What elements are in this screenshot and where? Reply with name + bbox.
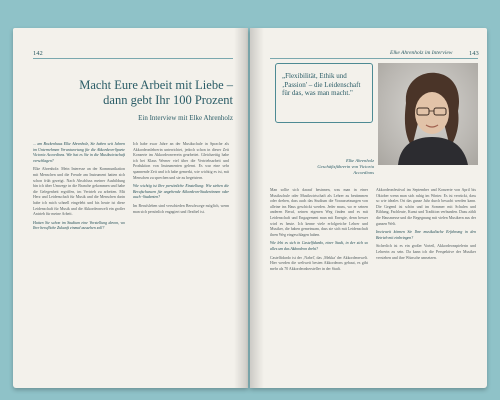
article-subtitle: Ein Interview mit Elke Ahrenholz xyxy=(138,114,233,122)
interview-question: Inwieweit können Sie Ihre musikalische Erfahrung in den Betrieb mit einbringen? xyxy=(376,230,476,240)
interview-question: Wie wichtig ist Ihre persönliche Einstellung: Wie stehen die Berufschancen für angehende Akkordeon-Studentinnen oder auch -Studenten? xyxy=(133,184,229,200)
text-column-4 xyxy=(376,188,476,363)
article-title: Macht Eure Arbeit mit Liebe – dann gebt Ihr 100 Prozent xyxy=(79,78,233,107)
caption-name: Elke Ahrenholz xyxy=(346,158,374,163)
running-head: Elke Ahrenholz im Interview xyxy=(390,50,453,56)
answer-paragraph: Castelfidardo ist der ‚Nabel', das ‚Mekka' der Akkordeonwelt. Hier werden die weltweit besten Akkordeons gebaut, es gibt mehr als 70 Akkordeonhersteller in der Stadt. xyxy=(270,255,368,271)
pull-quote: „Flexibilität, Ethik und ‚Passion' – die Leidenschaft für das, was man macht." xyxy=(282,72,361,97)
interview-question: Hatten Sie schon im Studium eine Vorstellung davon, wo Ihre berufliche Zukunft einmal aussehen soll? xyxy=(33,220,125,231)
answer-paragraph: Akkordeonfestival im September und Konzerte von April bis Oktober wenn man sich ruhig im Winter. Es ist verrückt, dass so wie ideales Ort das ganze Jahr durch besucht werden kann. Die Gegend ist schön und im Sommer mit Schulen und Bildung, Fachleute, Kunst und Tradition verbunden. Dazu zählt die Hausmesse und die Begegnung mit vielen Musikern aus der ganzen Welt. xyxy=(376,188,476,226)
text-column-1 xyxy=(33,142,125,362)
header-rule-left xyxy=(33,58,233,59)
intro-question: ... am Bockenhaus Elke Ahrenholz, Sie haben seit Jahren im Unternehmen Verantwortung für die Akkordeon-Sparte Victoria Accordions. Wie hat es Sie in die Musikwirtschaft verschlagen? xyxy=(33,142,125,163)
right-page xyxy=(250,28,487,388)
text-column-2 xyxy=(133,142,229,362)
interview-question: Wie lebt es sich in Castelfidardo, einer Stadt, in der sich so alles um das Akkordeon dreht? xyxy=(270,241,368,251)
page-number-right: 143 xyxy=(469,50,479,57)
left-page xyxy=(13,28,248,388)
pull-quote-box xyxy=(275,63,373,123)
text-column-3 xyxy=(270,188,368,363)
portrait-photo xyxy=(378,63,478,165)
gutter-shadow-right xyxy=(250,28,264,388)
header-rule-right xyxy=(270,58,478,59)
page-number-left: 142 xyxy=(33,50,43,57)
answer-paragraph: Elke Ahrenholz: Mein Interesse an der Kommunikation mit Menschen und die Freude am Instrument hatten sich schon früh gezeigt. Nach Abschluss meiner Ausbildung bin ich über Umwege in die Branche gekommen und habe die Gelegenheit ergriffen, im Vertrieb zu arbeiten. Mit Herz und Leidenschaft für Musik und die Menschen darin habe ich mich schnell eingelebt und bis heute ist diese Leidenschaft für Musik und die Akkordeonwelt ein großer Antrieb für meine Arbeit. xyxy=(33,167,125,217)
portrait-illustration xyxy=(378,63,478,165)
answer-paragraph: Sicherlich ist es ein großer Vorteil, Akkordeonspielerin und Lehrerin zu sein. Da kann ich die Perspektive der Musiker verstehen und ihre Wünsche umsetzen. xyxy=(376,244,476,260)
gutter-shadow-left xyxy=(234,28,248,388)
magazine-spread xyxy=(13,28,487,393)
answer-paragraph: Im Berufsleben sind verschieden Berufswege möglich, wenn man sich persönlich engagiert und flexibel ist. xyxy=(133,203,229,214)
answer-paragraph: Man sollte sich darauf besinnen, was man in einer Musikschule oder Musikwirtschaft als Lehrer zu bestimmen oder drehen, dass auch das Studium die Voraussetzungen von alleine ins Haus geschickt werden. Jeder muss, wo er seinen anderen Beruf, seinen eigenen Weg finden und es mit Leidenschaft und Engagement man mit Energie, denn besser wird es heute. Ich kenne viele erfolgreiche Lehrer und Musiker, die haben gemeinsam, dass sie sich mit Leidenschaft ihren Weg eingeschlagen haben. xyxy=(270,188,368,237)
photo-caption xyxy=(302,158,374,176)
caption-role: Geschäftsführerin von Victoria Accordions xyxy=(317,164,374,175)
answer-paragraph: Ich habe zwar Jahre an der Musikschule in Sprache als Akkordeonlehrerin unterrichtet, jedoch schon in dieser Zeit Konzerte im Akkordeonverein gearbeitet. Gleichzeitig habe ich bei Klaus Werner viel über die Vertriebsarbeit und Produktion von Instrumenten gelernt. Es war eine sehr spannende Zeit und ich habe gemerkt, wie wichtig es ist, mit Menschen zu sprechen und sie zu begeistern. xyxy=(133,142,229,180)
